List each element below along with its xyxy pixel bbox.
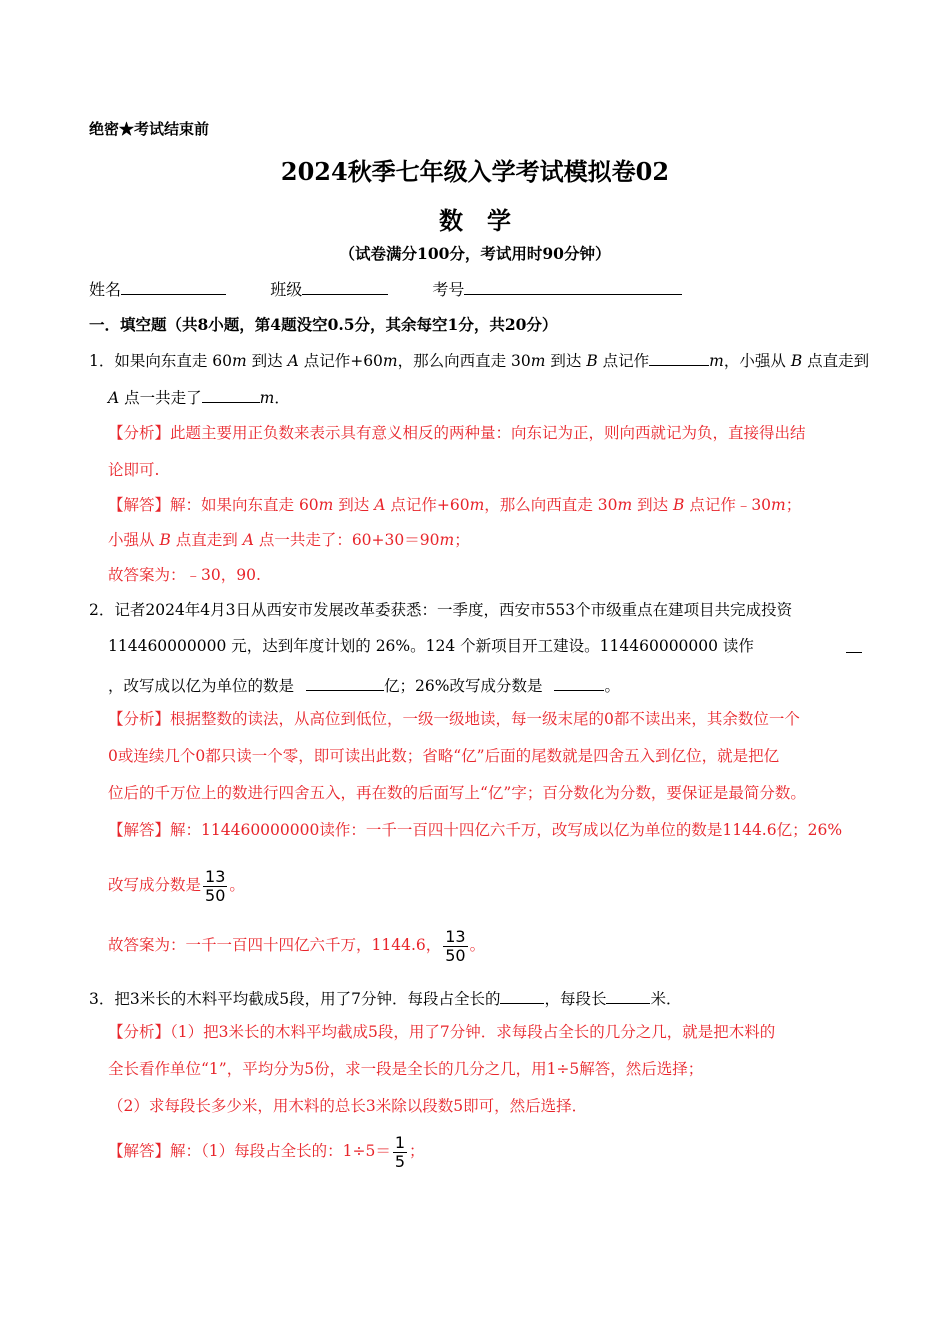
exam-note: （试卷满分100分，考试用时90分钟） [339,244,611,263]
q3-answer: 【解答】解：（1）每段占全长的：1÷5＝ $\frac{1}{5}$ ； [108,1132,425,1171]
page-title: 2024秋季七年级入学考试模拟卷02 [280,157,670,186]
q2-blank-1[interactable] [846,636,862,653]
q1-answer-cont: 小强从 B 点直走到 A 点一共走了：60+30＝90m； [108,531,470,549]
number-field[interactable] [464,278,682,295]
q2-answer-cont: 改写成分数是 $\frac{13}{50}$ 。 [108,866,245,905]
q1-line2: A 点一共走了 m． [108,386,290,408]
section-heading: 一．填空题（共8小题，第4题没空0.5分，其余每空1分，共20分） [89,315,558,334]
q2-answer: 【解答】解：114460000000读作：一千一百四十四亿六千万，改写成以亿为单位的数是1144.6亿；26% [108,821,843,839]
q1-analysis-cont: 论即可. [108,461,160,479]
q2-analysis-cont1: 0或连续几个0都只读一个零，即可读出此数；省略“亿”后面的尾数就是四舍五入到亿位，就是把亿 [108,747,780,765]
q2-final-answer: 故答案为：一千一百四十四亿六千万，1144.6， $\frac{13}{50}$ 。 [108,926,486,965]
number-label: 考号 [432,280,465,299]
q2-line1: 2．记者2024年4月3日从西安市发展改革委获悉：一季度，西安市553个市级重点在建项目共完成投资 [89,601,793,619]
q2-line3: ，改写成以亿为单位的数是 亿；26%改写成分数是 。 [108,674,620,696]
q2-line2: 114460000000 元，达到年度计划的 26%。124 个新项目开工建设。114460000000 读作 [108,637,754,655]
q1-line1: 1．如果向东直走 60m 到达 A 点记作+60m，那么向西直走 30m 到达 B 点记作 m，小强从 B 点直走到 [89,349,869,371]
fraction-13-50-final: $\frac{13}{50}$ [445,926,466,965]
q3-analysis-cont2: （2）求每段长多少米，用木料的总长3米除以段数5即可，然后选择． [108,1097,588,1115]
q3-analysis: 【分析】（1）把3米长的木料平均截成5段，用了7分钟．求每段占全长的几分之几，就是把木料的 [108,1023,776,1041]
name-label: 姓名 [89,280,122,299]
q3-blank-1[interactable] [500,987,544,1004]
q2-analysis-cont2: 位后的千万位上的数进行四舍五入，再在数的后面写上“亿”字；百分数化为分数，要保证是最简分数。 [108,784,806,802]
student-info-row [89,278,682,300]
q1-analysis: 【分析】此题主要用正负数来表示具有意义相反的两种量：向东记为正，则向西就记为负，直接得出结 [108,424,806,442]
q2-blank-3[interactable] [554,674,604,691]
fraction-13-50: $\frac{13}{50}$ [205,866,226,905]
q1-blank-1[interactable] [649,349,709,366]
q2-blank-2[interactable] [306,674,384,691]
q3-line1: 3．把3米长的木料平均截成5段，用了7分钟．每段占全长的 ，每段长 米． [89,987,681,1009]
fraction-1-5: $\frac{1}{5}$ [394,1132,406,1171]
q2-analysis: 【分析】根据整数的读法，从高位到低位，一级一级地读，每一级末尾的0都不读出来，其余数位一个 [108,710,800,728]
q1-blank-2[interactable] [202,386,260,403]
class-label: 班级 [270,280,303,299]
q3-blank-2[interactable] [606,987,650,1004]
subject-title: 数 学 [439,206,511,235]
q3-analysis-cont1: 全长看作单位“1”，平均分为5份，求一段是全长的几分之几，用1÷5解答，然后选择； [108,1060,704,1078]
class-field[interactable] [302,278,388,295]
name-field[interactable] [121,278,226,295]
confidential-label: 绝密★考试结束前 [89,120,210,138]
q1-final-answer: 故答案为：﹣30，90. [108,566,261,584]
q1-answer: 【解答】解：如果向东直走 60m 到达 A 点记作+60m，那么向西直走 30m 到达 B 点记作﹣30m； [108,496,802,514]
